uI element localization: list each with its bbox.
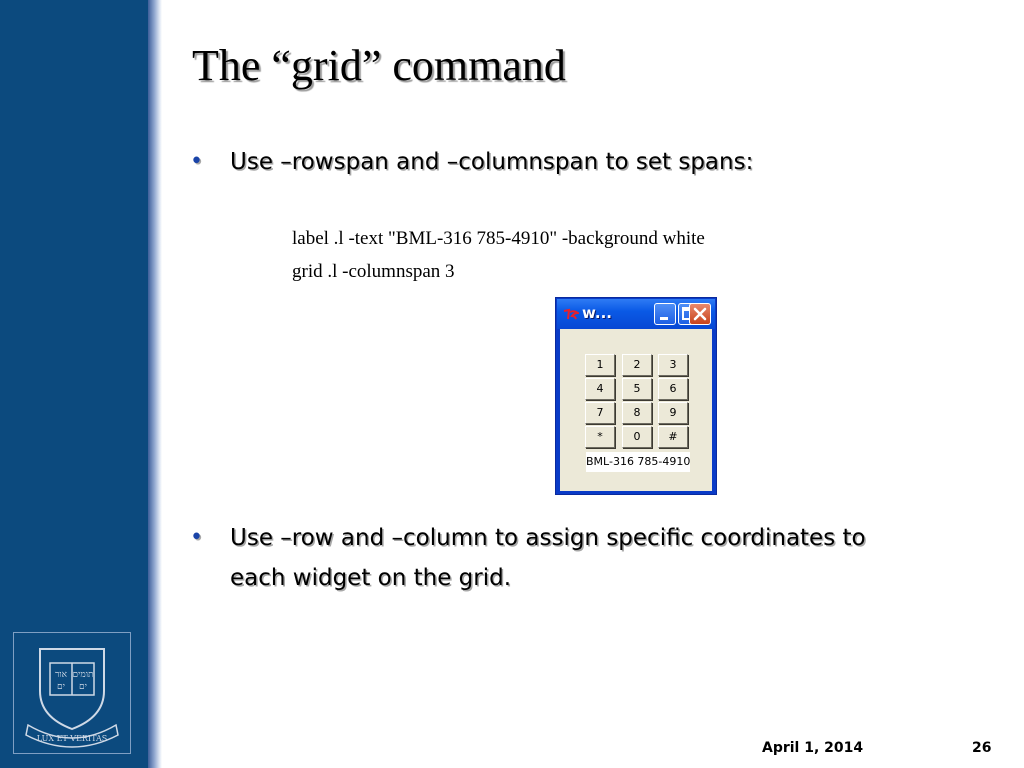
tk-window-screenshot [555,297,717,495]
close-icon [690,304,710,324]
yale-shield-logo [13,632,131,754]
key-button[interactable]: 7 [585,402,615,424]
key-button[interactable]: 1 [585,354,615,376]
key-button[interactable]: 4 [585,378,615,400]
footer-date: April 1, 2014 [762,740,864,756]
svg-text:תומים: תומים [72,670,94,680]
key-button[interactable]: 6 [658,378,688,400]
close-button[interactable] [689,303,711,325]
bullet-item [190,518,910,598]
window-client-area [560,329,712,491]
bullet-dot-icon: • [190,149,203,174]
minimize-icon [655,304,675,324]
code-line: label .l -text "BML-316 785-4910" -background white [292,228,705,249]
bullet-text: Use –row and –column to assign specific coordinates to each widget on the grid. [230,525,866,591]
svg-text:ים: ים [57,682,65,692]
key-button[interactable]: 8 [622,402,652,424]
svg-text:LUX ET VERITAS: LUX ET VERITAS [36,734,108,743]
tk-feather-icon [563,308,579,321]
key-button[interactable]: # [658,426,688,448]
shield-icon [14,633,130,753]
window-titlebar[interactable] [557,299,715,329]
minimize-button[interactable] [654,303,676,325]
svg-text:אור: אור [54,670,68,680]
key-button[interactable]: 2 [622,354,652,376]
key-button[interactable]: * [585,426,615,448]
key-button[interactable]: 5 [622,378,652,400]
key-button[interactable]: 0 [622,426,652,448]
slide-title: The “grid” command [192,41,566,90]
page-number: 26 [972,740,992,756]
window-title: w... [582,304,612,322]
bullet-dot-icon: • [190,525,203,550]
sidebar-band [0,0,148,768]
bullet-item [190,142,910,182]
sidebar-gradient-edge [148,0,162,768]
code-line: grid .l -columnspan 3 [292,261,455,282]
svg-text:ים: ים [79,682,87,692]
code-block [292,222,705,288]
key-button[interactable]: 3 [658,354,688,376]
phone-label: BML-316 785-4910 [586,452,690,472]
bullet-text: Use –rowspan and –columnspan to set spans: [230,149,754,175]
key-button[interactable]: 9 [658,402,688,424]
